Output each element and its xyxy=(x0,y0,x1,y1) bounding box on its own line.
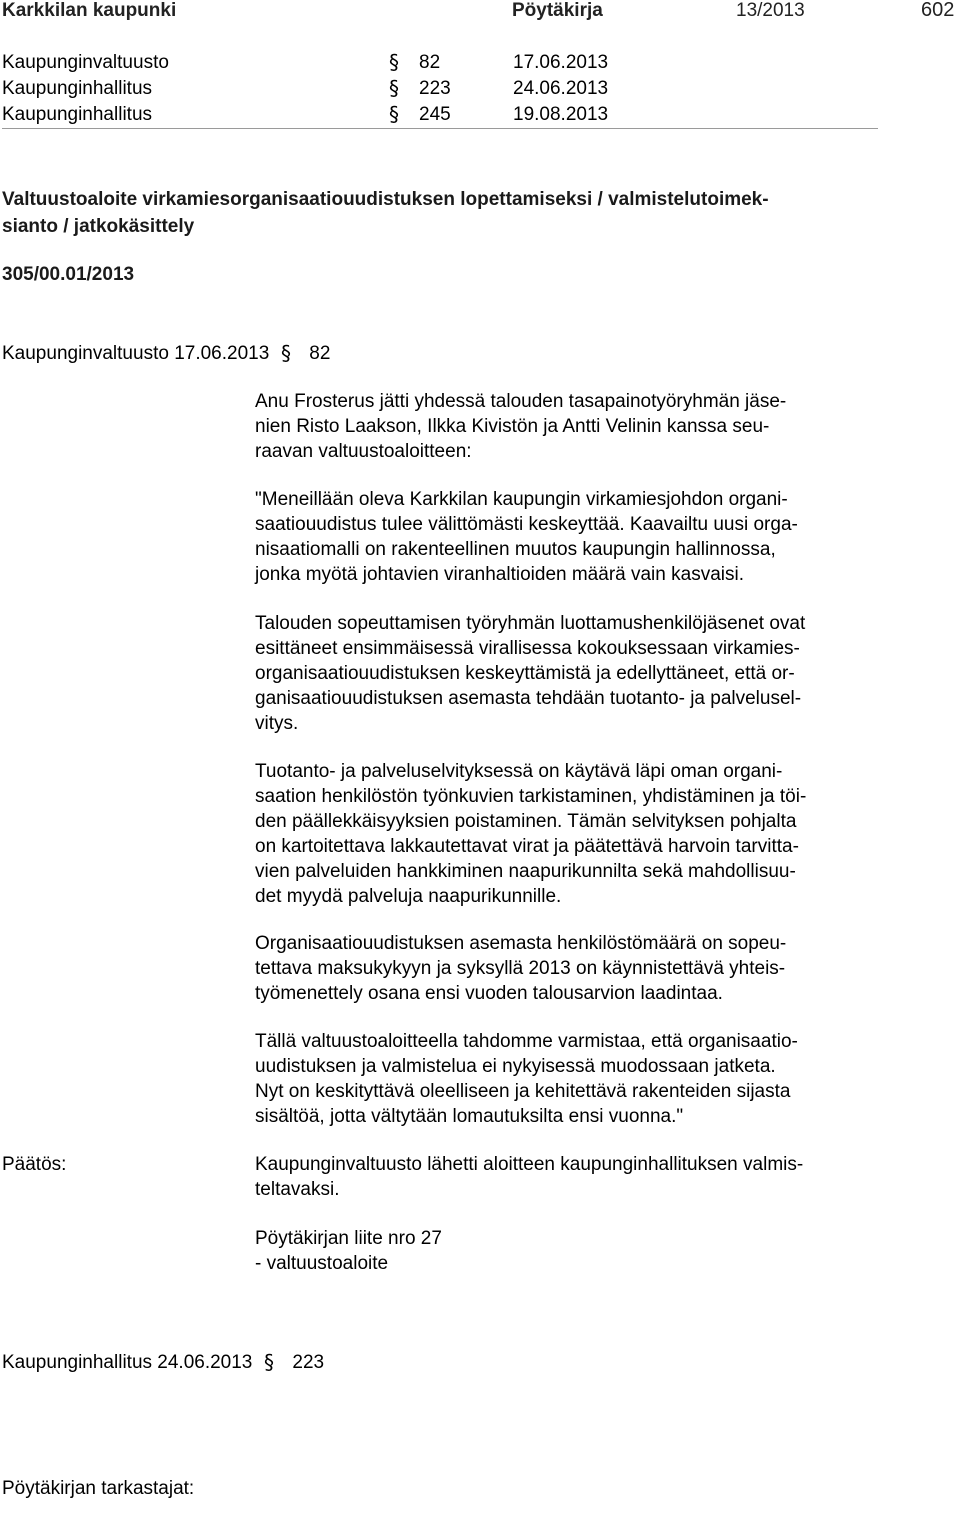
inspectors-label: Pöytäkirjan tarkastajat: xyxy=(2,1478,195,1499)
section-heading-number: 223 xyxy=(292,1352,325,1373)
paragraph-line: "Meneillään oleva Karkkilan kaupungin virkamiesjohdon organi- xyxy=(255,489,788,510)
paragraph-line: Kaupunginvaltuusto lähetti aloitteen kaupunginhallituksen valmis- xyxy=(255,1154,804,1175)
paragraph-line: det myydä palveluja naapurikunnille. xyxy=(255,886,562,907)
paragraph-line: saation henkilöstön työnkuvien tarkistaminen, yhdistäminen ja töi- xyxy=(255,786,807,807)
paragraph-line: teltavaksi. xyxy=(255,1179,340,1200)
paragraph-line: sisältöä, jotta vältytään lomautuksilta ensi vuonna." xyxy=(255,1106,684,1127)
page-number: 602 xyxy=(921,0,955,21)
paragraph-line: vien palveluiden hankkiminen naapurikunnilta sekä mahdollisuu- xyxy=(255,861,796,882)
meeting-body: Kaupunginhallitus xyxy=(2,104,153,125)
paragraph-line: ganisaatiouudistuksen asemasta tehdään tuotanto- ja palvelusel- xyxy=(255,688,802,709)
meeting-section: 245 xyxy=(419,104,451,125)
svg-text:§: § xyxy=(389,50,399,74)
decision-text xyxy=(255,1152,895,1202)
paragraph-line: esittäneet ensimmäisessä virallisessa kokouksessaan virkamies- xyxy=(255,638,800,659)
paragraph-line: on kartoitettava lakkautettavat virat ja päätettävä harvoin tarvitta- xyxy=(255,836,799,857)
svg-text:§: § xyxy=(389,76,399,100)
attachment-note xyxy=(255,1226,895,1276)
section-sign-icon xyxy=(279,341,301,366)
paragraph-line: Pöytäkirjan liite nro 27 xyxy=(255,1228,442,1249)
body-paragraph xyxy=(255,1029,895,1129)
svg-text:§: § xyxy=(389,102,399,126)
body-paragraph xyxy=(255,389,895,464)
paragraph-line: den päällekkäisyyksien poistaminen. Tämän selvityksen pohjalta xyxy=(255,811,797,832)
paragraph-line: Tuotanto- ja palveluselvityksessä on käytävä läpi oman organi- xyxy=(255,761,783,782)
paragraph-line: uudistuksen ja valmistelua ei nykyisessä muodossaan jatketa. xyxy=(255,1056,776,1077)
section-heading-text: Kaupunginvaltuusto 17.06.2013 xyxy=(2,343,270,364)
section-sign-icon xyxy=(262,1350,284,1375)
svg-text:§: § xyxy=(264,1350,275,1374)
meeting-date: 24.06.2013 xyxy=(513,78,609,99)
paragraph-line: Talouden sopeuttamisen työryhmän luottamushenkilöjäsenet ovat xyxy=(255,613,806,634)
section-heading xyxy=(2,1350,324,1375)
issue-number: 13/2013 xyxy=(736,0,805,21)
section-sign-icon xyxy=(387,102,421,127)
paragraph-line: työmenettely osana ensi vuoden talousarvion laadintaa. xyxy=(255,983,723,1004)
case-title xyxy=(2,186,902,240)
section-heading xyxy=(2,341,330,366)
svg-text:§: § xyxy=(281,341,292,365)
paragraph-line: saatiouudistus tulee välittömästi keskeyttää. Kaavailtu uusi orga- xyxy=(255,514,798,535)
title-line: Valtuustoaloite virkamiesorganisaatiouudistuksen lopettamiseksi / valmistelutoimek- xyxy=(2,189,769,210)
body-paragraph xyxy=(255,611,895,736)
paragraph-line: Anu Frosterus jätti yhdessä talouden tasapainotyöryhmän jäse- xyxy=(255,391,787,412)
paragraph-line: organisaatiouudistuksen keskeyttämistä ja edellyttäneet, että or- xyxy=(255,663,795,684)
body-paragraph xyxy=(255,759,895,909)
paragraph-line: - valtuustoaloite xyxy=(255,1253,389,1274)
meeting-date: 17.06.2013 xyxy=(513,52,609,73)
meeting-section: 82 xyxy=(419,52,441,73)
paragraph-line: nien Risto Laakson, Ilkka Kivistön ja Antti Velinin kanssa seu- xyxy=(255,416,770,437)
paragraph-line: nisaatiomalli on rakenteellinen muutos kaupungin hallinnossa, xyxy=(255,539,776,560)
meeting-date: 19.08.2013 xyxy=(513,104,609,125)
meeting-section: 223 xyxy=(419,78,451,99)
meeting-body: Kaupunginvaltuusto xyxy=(2,52,169,73)
section-sign-icon xyxy=(387,50,421,75)
header-divider xyxy=(2,128,878,129)
diary-number: 305/00.01/2013 xyxy=(2,264,135,285)
paragraph-line: Nyt on keskityttävä oleelliseen ja kehitettävä rakenteiden sijasta xyxy=(255,1081,791,1102)
municipality-name: Karkkilan kaupunki xyxy=(2,0,177,21)
paragraph-line: vitys. xyxy=(255,713,299,734)
paragraph-line: tettava maksukykyyn ja syksyllä 2013 on käynnistettävä yhteis- xyxy=(255,958,786,979)
section-heading-number: 82 xyxy=(309,343,331,364)
decision-label: Päätös: xyxy=(2,1154,67,1175)
paragraph-line: raavan valtuustoaloitteen: xyxy=(255,441,472,462)
body-paragraph xyxy=(255,931,895,1006)
section-sign-icon xyxy=(387,76,421,101)
title-line: sianto / jatkokäsittely xyxy=(2,216,195,237)
body-paragraph xyxy=(255,487,895,587)
paragraph-line: jonka myötä johtavien viranhaltioiden määrä vain kasvaisi. xyxy=(255,564,744,585)
document-type: Pöytäkirja xyxy=(512,0,603,21)
section-heading-text: Kaupunginhallitus 24.06.2013 xyxy=(2,1352,253,1373)
paragraph-line: Organisaatiouudistuksen asemasta henkilöstömäärä on sopeu- xyxy=(255,933,787,954)
meeting-body: Kaupunginhallitus xyxy=(2,78,153,99)
paragraph-line: Tällä valtuustoaloitteella tahdomme varmistaa, että organisaatio- xyxy=(255,1031,798,1052)
